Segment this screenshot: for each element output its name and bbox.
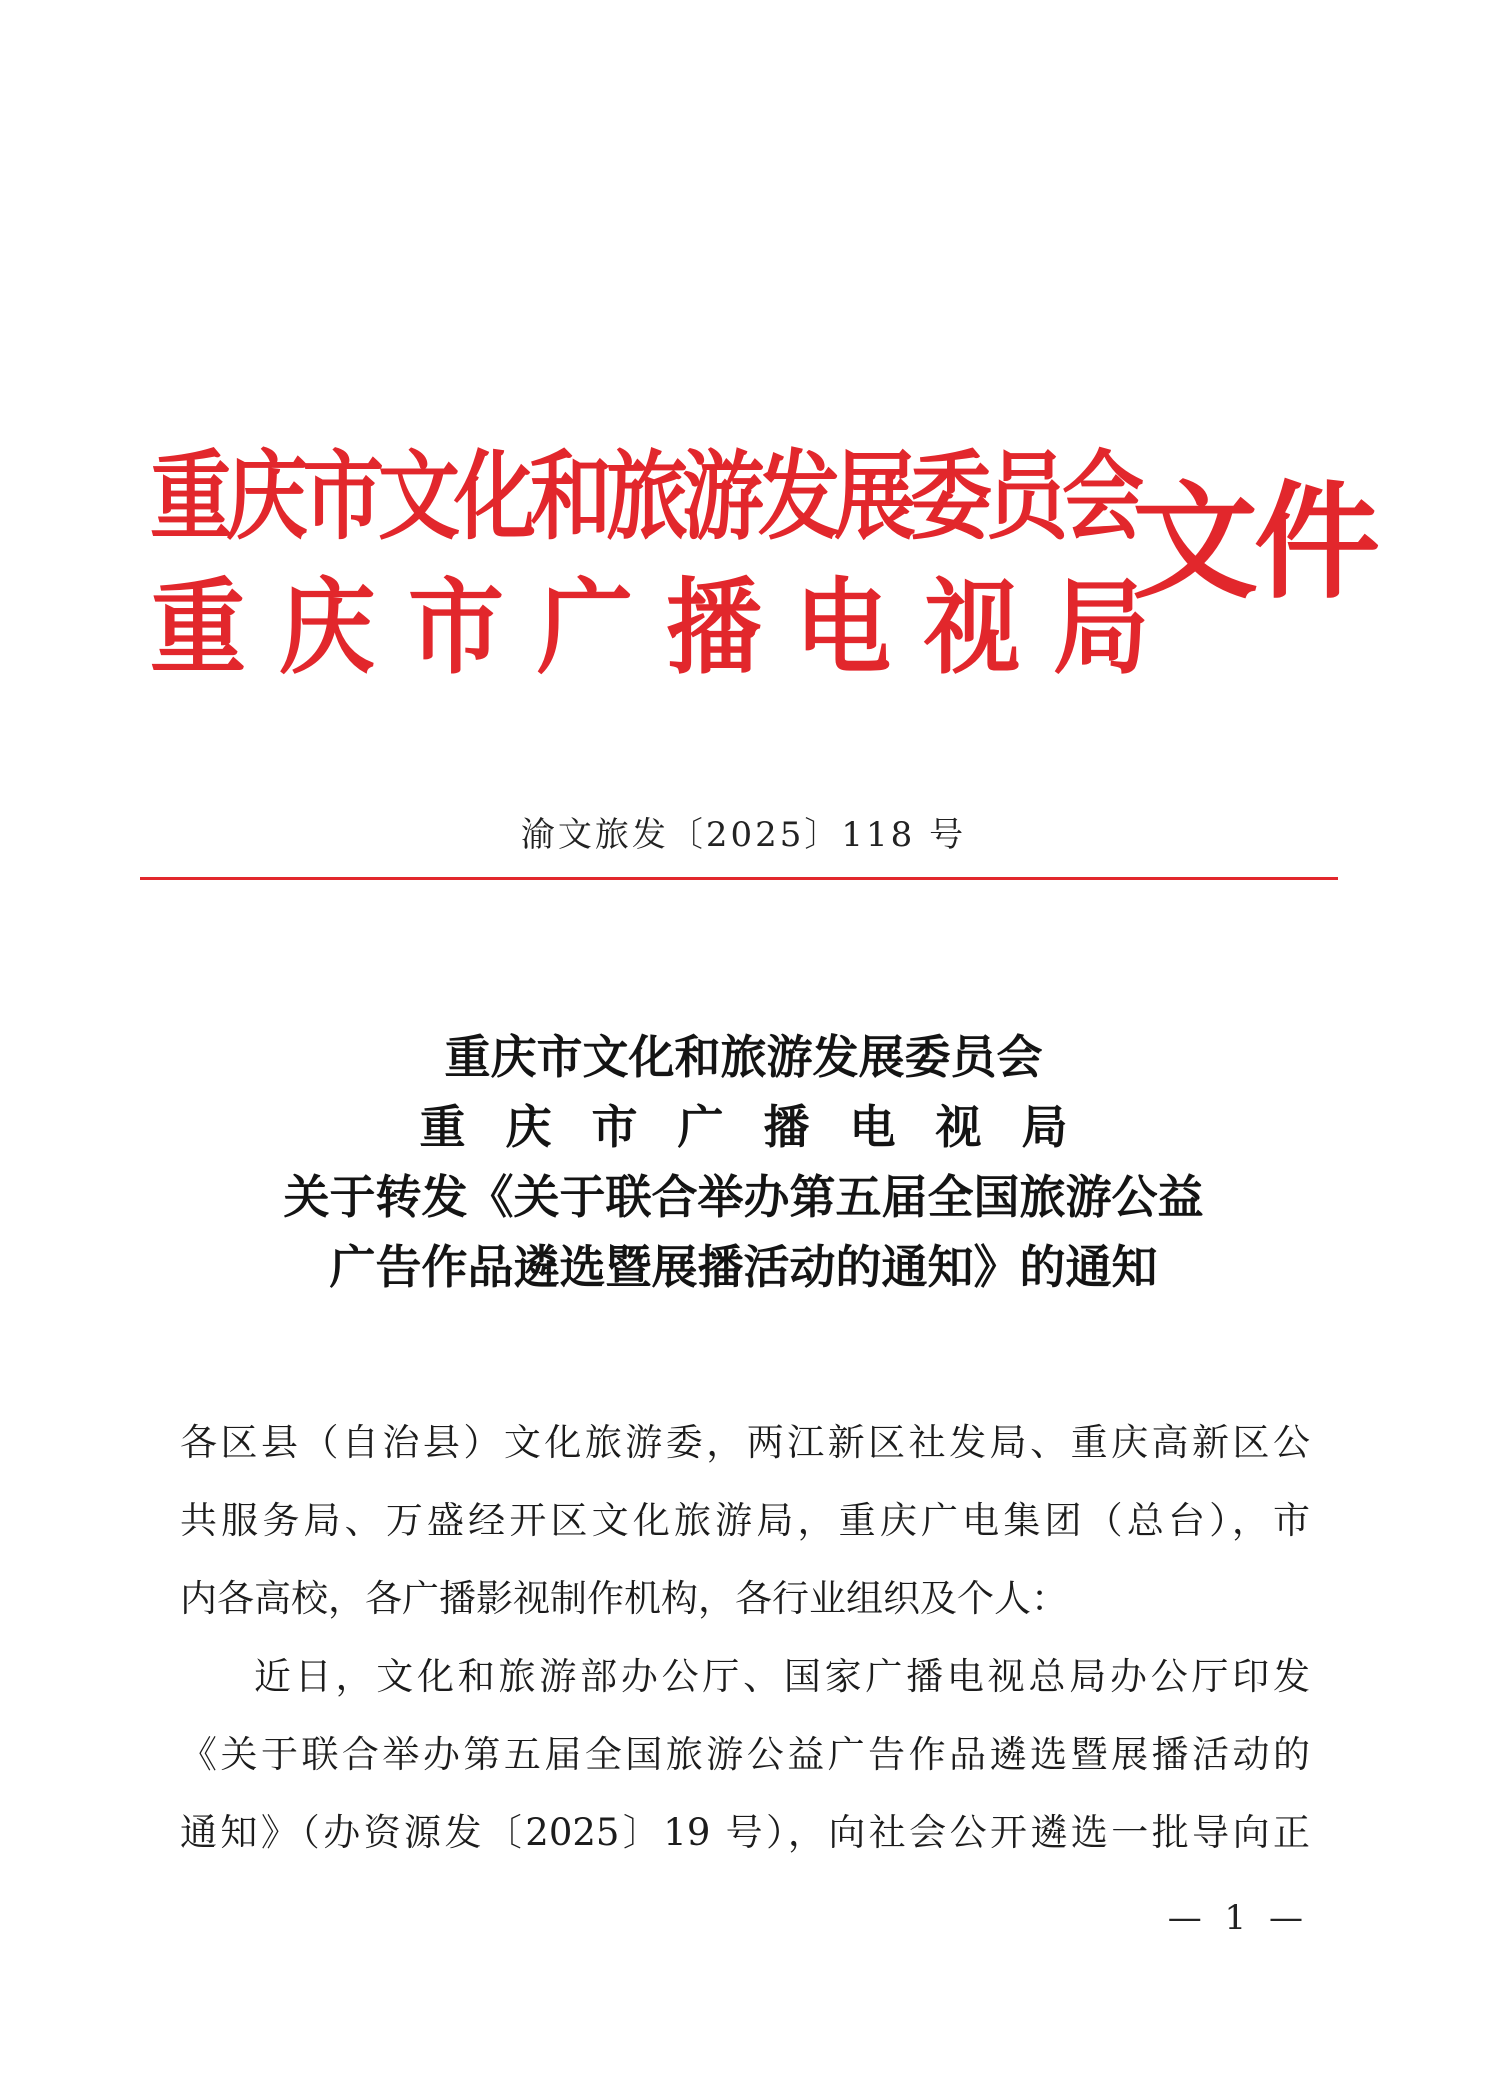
body-line: 近日，文化和旅游部办公厅、国家广播电视总局办公厅印发: [254, 1655, 1310, 1698]
document-number: 渝文旅发〔2025〕118 号: [520, 815, 967, 855]
title-line-1: 重庆市文化和旅游发展委员会: [444, 1030, 1043, 1084]
title-line-4: 广告作品遴选暨展播活动的通知》的通知: [329, 1240, 1158, 1294]
body-line: 《关于联合举办第五届全国旅游公益广告作品遴选暨展播活动的: [180, 1733, 1310, 1776]
letterhead: [150, 432, 1376, 722]
letterhead-org-line-1: 重庆市文化和旅游发展委员会: [150, 441, 1139, 554]
title-line-3: 关于转发《关于联合举办第五届全国旅游公益: [283, 1170, 1204, 1224]
document-body: [180, 1404, 1310, 1872]
page-number: — 1 —: [1167, 1898, 1309, 1938]
document-title: [0, 1022, 1487, 1302]
title-line-2: 重庆市广播电视局: [419, 1100, 1108, 1154]
letterhead-org-line-2: 重庆市广播电视局: [150, 567, 1182, 689]
letterhead-document-word: 文件: [1132, 469, 1376, 616]
body-line: 各区县（自治县）文化旅游委，两江新区社发局、重庆高新区公: [180, 1421, 1310, 1464]
body-line: 共服务局、万盛经开区文化旅游局，重庆广电集团（总台），市: [180, 1499, 1310, 1542]
body-line: 通知》（办资源发〔2025〕19 号），向社会公开遴选一批导向正: [180, 1811, 1310, 1854]
red-divider-line: [140, 877, 1338, 880]
body-line: 内各高校，各广播影视制作机构，各行业组织及个人：: [180, 1577, 1068, 1620]
